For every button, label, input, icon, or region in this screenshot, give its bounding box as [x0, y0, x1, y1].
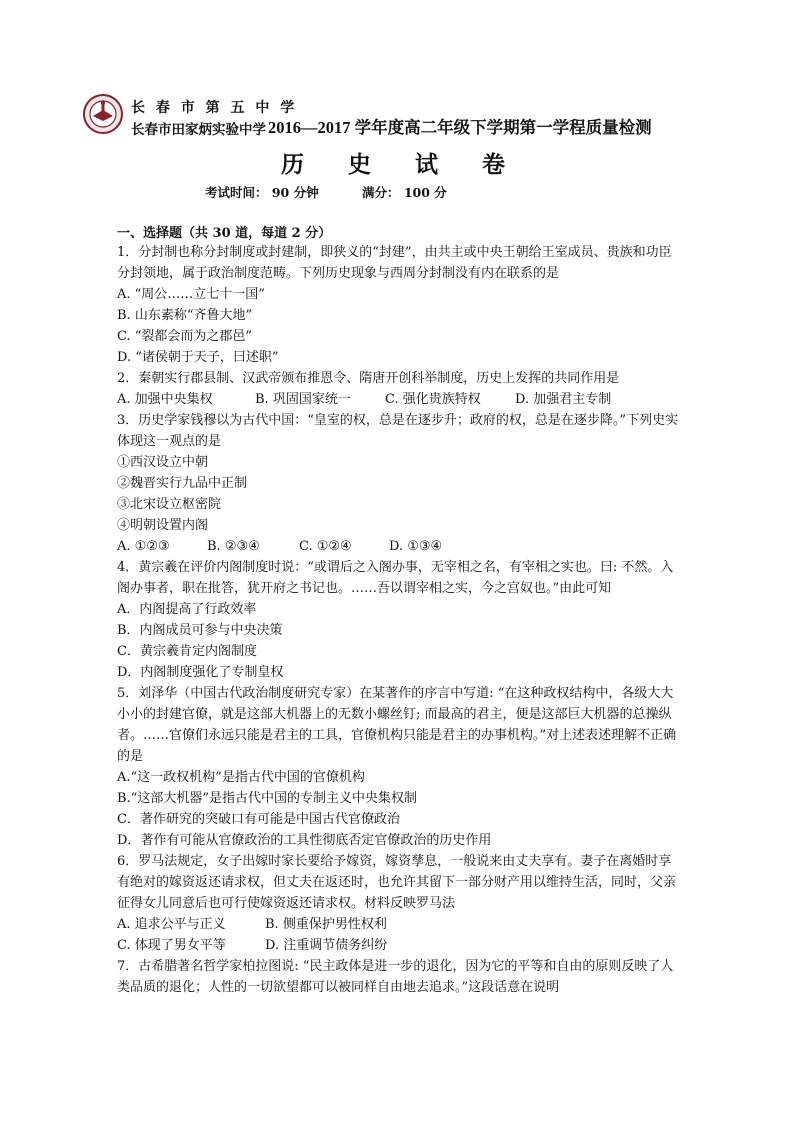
questions [117, 242, 679, 998]
option-d: D. 注重调节债务纠纷 [265, 938, 388, 953]
option-d: D. ①③④ [389, 539, 443, 554]
option-a: A. “周公……立七十一国” [117, 287, 265, 302]
statement-item: ③北宋设立枢密院 [117, 497, 222, 512]
full-score: 满分： 100 分 [362, 185, 447, 200]
document-title: 历 史 试 卷 [280, 151, 524, 178]
option-row [117, 389, 679, 410]
question-stem: 3．历史学家钱穆以为古代中国：“皇室的权，总是在逐步升；政府的权，总是在逐步降。”下列史实体现这一观点的是 [117, 413, 679, 449]
statement-item: ②魏晋实行九品中正制 [117, 476, 248, 491]
statement-item: ①西汉设立中朝 [117, 455, 209, 470]
school-logo [83, 94, 123, 134]
option-row [117, 536, 679, 557]
option-b: B. ②③④ [207, 539, 260, 554]
option-a: A. ①②③ [117, 539, 170, 554]
option-row [117, 914, 679, 935]
option-c: C．著作研究的突破口有可能是中国古代官僚政治 [117, 812, 400, 827]
option-d: D．著作有可能从官僚政治的工具性彻底否定官僚政治的历史作用 [117, 833, 492, 848]
option-row [117, 935, 679, 956]
question-stem: 7．古希腊著名哲学家柏拉图说: “民主政体是进一步的退化，因为它的平等和自由的原则反映了人类品质的退化；人性的一切欲望都可以被同样自由地去追求。”这段话意在说明 [117, 959, 674, 995]
option-b: B. 山东素称“齐鲁大地” [117, 308, 253, 323]
question-stem: 5．刘泽华（中国古代政治制度研究专家）在某著作的序言中写道: “在这种政权结构中，各级大大小小的封建官僚，就是这部大机器上的无数小螺丝钉; 而最高的君主，便是这部巨大机器的总操纵者。……官僚们永远只能是君主的工具，官僚机构只能是君主的办事机构。”对上述表述理解不正确的是 [117, 686, 677, 764]
option-d: D. “诸侯朝于天子，曰述职” [117, 350, 279, 365]
option-b: B. 巩固国家统一 [255, 392, 351, 407]
option-c: C. 体现了男女平等 [117, 938, 226, 953]
exam-title: 2016—2017 学年度高二年级下学期第一学程质量检测 [268, 118, 652, 137]
question-stem: 6．罗马法规定，女子出嫁时家长要给予嫁资，嫁资孳息，一般说来由丈夫享有。妻子在离婚时享有绝对的嫁资返还请求权，但丈夫在返还时，也允许其留下一部分财产用以维持生活，同时，父亲征得女儿同意后也可行使嫁资返还请求权。材料反映罗马法 [117, 854, 677, 911]
option-b: B.“这部大机器”是指古代中国的专制主义中央集权制 [117, 791, 417, 806]
option-c: C. ①②④ [299, 539, 352, 554]
question-stem: 4．黄宗羲在评价内阁制度时说：“或谓后之入阁办事，无宰相之名，有宰相之实也。曰: 不然。入阁办事者，职在批答，犹开府之书记也。……吾以谓宰相之实，今之宫奴也。”由此可知 [117, 560, 674, 596]
option-d: D. 加强君主专制 [515, 392, 612, 407]
exam-time: 考试时间： 90 分钟 [205, 185, 319, 200]
school-name-1: 长 春 市 第 五 中 学 [131, 100, 298, 116]
school-name-2: 长春市田家炳实验中学 [131, 122, 266, 138]
option-c: C. “裂都会而为之郡邑” [117, 329, 253, 344]
statement-item: ④明朝设置内阁 [117, 518, 209, 533]
option-a: A.“这一政权机构”是指古代中国的官僚机构 [117, 770, 365, 785]
option-c: C．黄宗羲肯定内阁制度 [117, 644, 257, 659]
option-b: B．内阁成员可参与中央决策 [117, 623, 283, 638]
option-c: C. 强化贵族特权 [385, 392, 481, 407]
question-stem: 1．分封制也称分封制度或封建制，即狭义的“封建”，由共主或中央王朝给王室成员、贵族和功臣分封领地，属于政治制度范畴。下列历史现象与西周分封制没有内在联系的是 [117, 245, 672, 281]
section-heading: 一、选择题（共 30 道，每道 2 分） [117, 226, 332, 241]
option-a: A．内阁提高了行政效率 [117, 602, 257, 617]
option-b: B. 侧重保护男性权利 [265, 917, 387, 932]
option-a: A. 追求公平与正义 [117, 917, 226, 932]
option-a: A. 加强中央集权 [117, 392, 213, 407]
question-stem: 2．秦朝实行郡县制、汉武帝颁布推恩令、隋唐开创科举制度，历史上发挥的共同作用是 [117, 371, 620, 386]
option-d: D．内阁制度强化了专制皇权 [117, 665, 284, 680]
